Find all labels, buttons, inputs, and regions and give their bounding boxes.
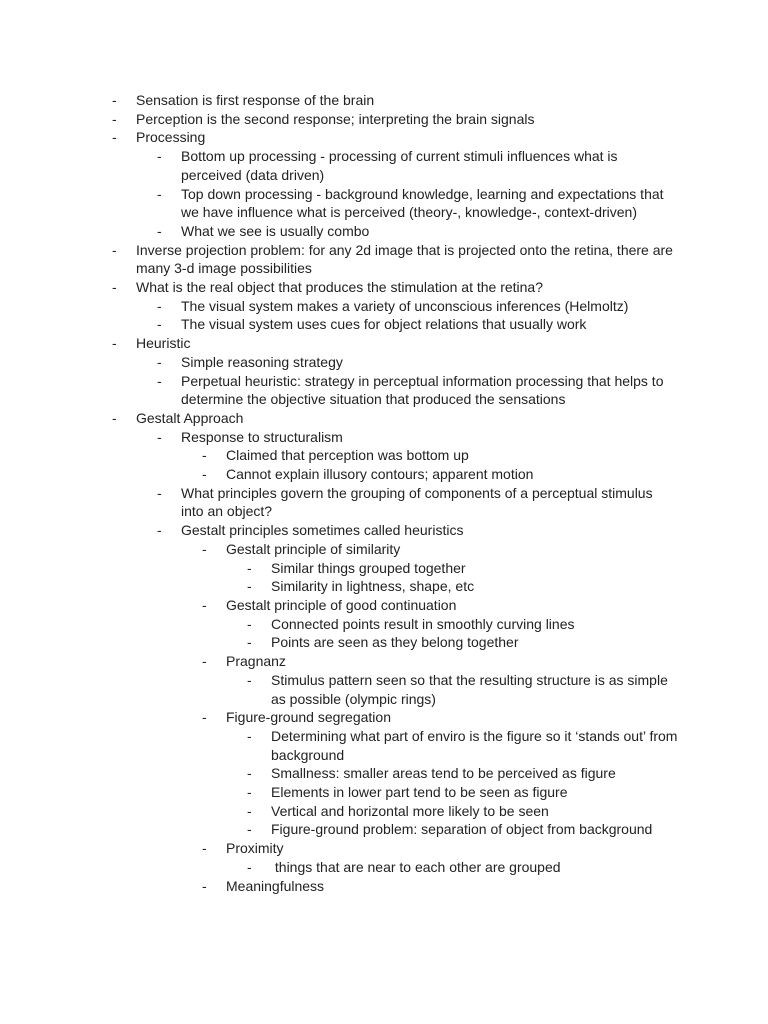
list-item-text: Top down processing - background knowledge, learning and expectations that we have influence what is perceived (theory-, knowledge-, context-driven) [181,185,668,221]
list-item-text: Pragnanz [226,653,286,670]
list-item [0,91,768,110]
list-item-text: Similar things grouped together [271,559,466,576]
list-item-text: Points are seen as they belong together [271,634,519,651]
list-item-text: Determining what part of enviro is the figure so it ‘stands out’ from background [271,727,682,763]
list-item-text: Gestalt principles sometimes called heuristics [181,522,464,539]
list-item [0,633,768,652]
list-item-text: Meaningfulness [226,877,325,894]
list-item [0,315,768,334]
bullet-dash: - [157,353,162,370]
list-item-text: Gestalt Approach [136,409,244,426]
bullet-dash: - [157,316,162,333]
list-item-text: Processing [136,129,206,146]
bullet-dash: - [202,540,207,557]
list-item-text: What we see is usually combo [181,222,370,239]
list-item [0,783,768,802]
list-item-text: things that are near to each other are grouped [271,858,561,875]
list-item-text: Response to structuralism [181,428,343,445]
list-item-text: Elements in lower part tend to be seen as figure [271,784,568,801]
list-item-text: Figure-ground segregation [226,709,391,726]
list-item [0,110,768,129]
list-item [0,577,768,596]
bullet-dash: - [112,129,117,146]
bullet-dash: - [202,466,207,483]
list-item-text: Figure-ground problem: separation of object from background [271,821,653,838]
list-item-text: The visual system uses cues for object relations that usually work [181,316,587,333]
bullet-dash: - [112,241,117,258]
list-item-text: Perpetual heuristic: strategy in perceptual information processing that helps to determine the objective situation that produced the sensations [181,372,668,408]
list-item [0,409,768,428]
bullet-dash: - [202,709,207,726]
list-item-text: Inverse projection problem: for any 2d image that is projected onto the retina, there are many 3-d image possibilities [136,241,677,277]
bullet-dash: - [112,279,117,296]
bullet-dash: - [247,858,252,875]
bullet-dash: - [157,222,162,239]
list-item [0,222,768,241]
bullet-dash: - [202,596,207,613]
bullet-dash: - [247,765,252,782]
bullet-dash: - [247,671,252,688]
bullet-dash: - [247,578,252,595]
list-item [0,297,768,316]
list-item [0,615,768,634]
bullet-dash: - [112,110,117,127]
list-item [0,540,768,559]
list-item [0,652,768,671]
bullet-dash: - [247,634,252,651]
bullet-dash: - [112,92,117,108]
list-item [0,185,768,222]
notes-list [0,91,768,895]
bullet-dash: - [157,372,162,389]
list-item [0,727,768,764]
bullet-dash: - [247,559,252,576]
list-item-text: What is the real object that produces the stimulation at the retina? [136,279,544,296]
bullet-dash: - [157,484,162,501]
bullet-dash: - [247,802,252,819]
list-item [0,372,768,409]
list-item [0,820,768,839]
list-item-text: Perception is the second response; interpreting the brain signals [136,110,535,127]
list-item [0,147,768,184]
bullet-dash: - [157,297,162,314]
list-item [0,278,768,297]
list-item [0,484,768,521]
list-item-text: Smallness: smaller areas tend to be perceived as figure [271,765,616,782]
bullet-dash: - [202,840,207,857]
bullet-dash: - [157,185,162,202]
list-item-text: Proximity [226,840,284,857]
list-item [0,802,768,821]
list-item-text: Gestalt principle of good continuation [226,596,457,613]
list-item [0,428,768,447]
list-item [0,334,768,353]
list-item-text: Bottom up processing - processing of current stimuli influences what is perceived (data driven) [181,148,622,183]
bullet-dash: - [112,335,117,352]
bullet-dash: - [202,653,207,670]
list-item [0,839,768,858]
list-item-text: Claimed that perception was bottom up [226,447,469,464]
bullet-dash: - [247,821,252,838]
bullet-dash: - [247,784,252,801]
bullet-dash: - [157,522,162,539]
list-item-text: Stimulus pattern seen so that the resulting structure is as simple as possible (olympic rings) [271,671,672,707]
list-item-text: Connected points result in smoothly curving lines [271,615,575,632]
list-item [0,241,768,278]
bullet-dash: - [247,615,252,632]
list-item-text: Heuristic [136,335,191,352]
list-item [0,521,768,540]
list-item [0,446,768,465]
list-item [0,596,768,615]
bullet-dash: - [112,409,117,426]
list-item [0,353,768,372]
bullet-dash: - [202,447,207,464]
list-item [0,559,768,578]
list-item [0,764,768,783]
list-item-text: What principles govern the grouping of components of a perceptual stimulus into an object? [181,484,657,520]
list-item [0,465,768,484]
list-item-text: Cannot explain illusory contours; apparent motion [226,466,534,483]
list-item-text: The visual system makes a variety of unconscious inferences (Helmoltz) [181,297,629,314]
list-item-text: Similarity in lightness, shape, etc [271,578,475,595]
list-item [0,708,768,727]
list-item [0,858,768,877]
list-item [0,877,768,896]
list-item-text: Simple reasoning strategy [181,353,343,370]
list-item-text: Vertical and horizontal more likely to be seen [271,802,549,819]
list-item [0,128,768,147]
list-item-text: Gestalt principle of similarity [226,540,401,557]
bullet-dash: - [247,727,252,744]
bullet-dash: - [202,877,207,894]
bullet-dash: - [157,428,162,445]
list-item [0,671,768,708]
list-item-text: Sensation is first response of the brain [136,92,375,108]
bullet-dash: - [157,148,162,165]
